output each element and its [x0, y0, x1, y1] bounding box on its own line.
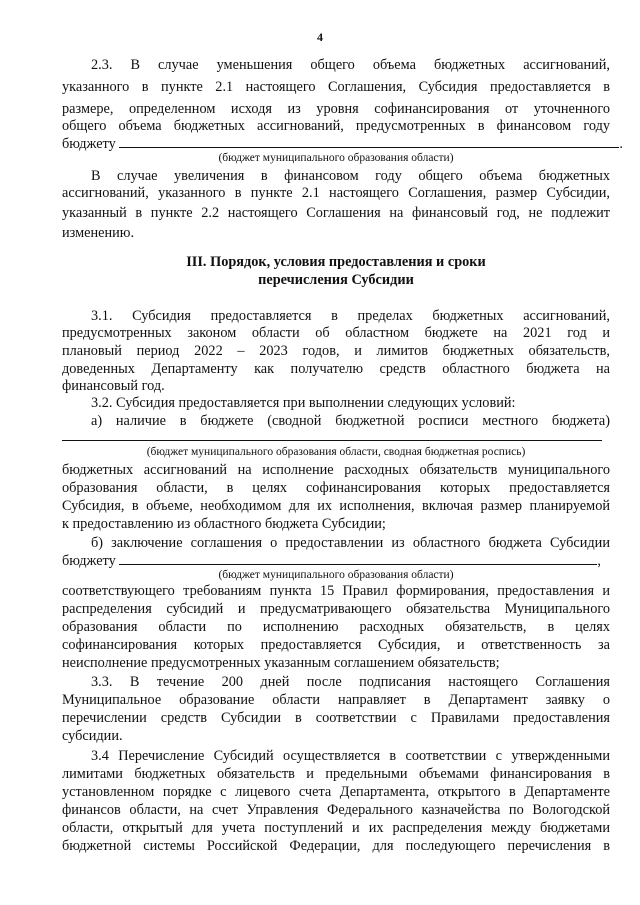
- p31-line-5: финансовый год.: [62, 378, 165, 394]
- p32b-line-2-text: бюджету: [62, 553, 116, 569]
- p34-line-2: лимитами бюджетных обязательств и предельными объемами финансирования в: [62, 766, 610, 782]
- p23-line-1: 2.3. В случае уменьшения общего объема бюджетных ассигнований,: [91, 57, 610, 73]
- p34-line-6: бюджетной системы Российской Федерации, для последующего перечисления в: [62, 838, 610, 854]
- p31-line-2: предусмотренных законом области об областном бюджете на 2021 год и: [62, 325, 610, 341]
- p32b-cont-line-1: соответствующего требованиям пункта 15 Правил формирования, предоставления и: [62, 583, 610, 599]
- page-number: 4: [317, 30, 323, 44]
- p31-line-4: доведенных Департаменту как получателю средств областного бюджета на: [62, 361, 610, 377]
- p32b-cont-line-4: софинансирования которых предоставляется Субсидия, и ответственность за: [62, 637, 610, 653]
- p23-line-5-end: .: [619, 136, 623, 152]
- note-budget-roster: (бюджет муниципального образования области, сводная бюджетная роспись): [146, 446, 526, 458]
- p-incr-line-2: ассигнований, указанного в пункте 2.1 настоящего Соглашения, размер Субсидии,: [62, 185, 610, 201]
- p32b-cont-line-5: неисполнение предусмотренных указанным соглашением обязательств;: [62, 655, 500, 671]
- p23-line-5: [62, 135, 623, 152]
- p32b-cont-line-3: образования области по исполнению расходных обязательств, в целях: [62, 619, 610, 635]
- p23-line-5-text: бюджету: [62, 136, 116, 152]
- p33-line-2: Муниципальное образование области направляет в Департамент заявку о: [62, 692, 610, 708]
- section-title-line-1: III. Порядок, условия предоставления и сроки: [186, 254, 486, 270]
- p34-line-1: 3.4 Перечисление Субсидий осуществляется в соответствии с утвержденными: [91, 748, 610, 764]
- p31-line-3: плановый период 2022 – 2023 годов, и лимитов бюджетных обязательств,: [62, 343, 610, 359]
- p32b-cont-line-2: распределения субсидий и предусматривающего обязательства Муниципального: [62, 601, 610, 617]
- p32b-line-1: б) заключение соглашения о предоставлении из областного бюджета Субсидии: [91, 535, 610, 551]
- p32-line: 3.2. Субсидия предоставляется при выполнении следующих условий:: [91, 395, 516, 411]
- p32b-line-2: [62, 552, 610, 568]
- p34-line-3: установленном порядке с лицевого счета Департамента, открытого в Департаменте: [62, 784, 610, 800]
- p23-line-2: указанного в пункте 2.1 настоящего Соглашения, Субсидия предоставляется в: [62, 79, 610, 95]
- note-municipal-budget-1: (бюджет муниципального образования области): [218, 152, 454, 164]
- p34-line-5: области, открытый для учета поступлений и их распределения между бюджетами: [62, 820, 610, 836]
- p32a-cont-line-1: бюджетных ассигнований на исполнение расходных обязательств муниципального: [62, 462, 610, 478]
- p-incr-line-3: указанный в пункте 2.2 настоящего Соглашения на финансовый год, не подлежит: [62, 205, 610, 221]
- p33-line-3: перечислении средств Субсидии в соответствии с Правилами предоставления: [62, 710, 610, 726]
- p32b-line-2-end: ,: [597, 553, 601, 569]
- p33-line-4: субсидии.: [62, 728, 123, 744]
- budget-blank-3: [119, 552, 597, 565]
- p-incr-line-1: В случае увеличения в финансовом году общего объема бюджетных: [91, 168, 610, 184]
- section-title-line-2: перечисления Субсидии: [258, 272, 414, 288]
- budget-blank-2: [62, 440, 602, 441]
- note-municipal-budget-2: (бюджет муниципального образования области): [218, 569, 454, 581]
- p23-line-4: общего объема бюджетных ассигнований, предусмотренных в финансовом году: [62, 118, 610, 134]
- p32a-cont-line-4: к предоставлению из областного бюджета Субсидии;: [62, 516, 386, 532]
- p32a-cont-line-2: образования области, в целях софинансирования которых предоставляется: [62, 480, 610, 496]
- p23-line-3: размере, определенном исходя из уровня софинансирования от уточненного: [62, 101, 610, 117]
- budget-blank-1: [119, 135, 619, 148]
- p32a-cont-line-3: Субсидия, в объеме, необходимом для их исполнения, включая размер планируемой: [62, 498, 610, 514]
- p33-line-1: 3.3. В течение 200 дней после подписания настоящего Соглашения: [91, 674, 610, 690]
- p34-line-4: финансов области, на счет Управления Федерального казначейства по Вологодской: [62, 802, 610, 818]
- p31-line-1: 3.1. Субсидия предоставляется в пределах бюджетных ассигнований,: [91, 308, 610, 324]
- p-incr-line-4: изменению.: [62, 225, 135, 241]
- p32a-line: а) наличие в бюджете (сводной бюджетной росписи местного бюджета): [91, 413, 610, 429]
